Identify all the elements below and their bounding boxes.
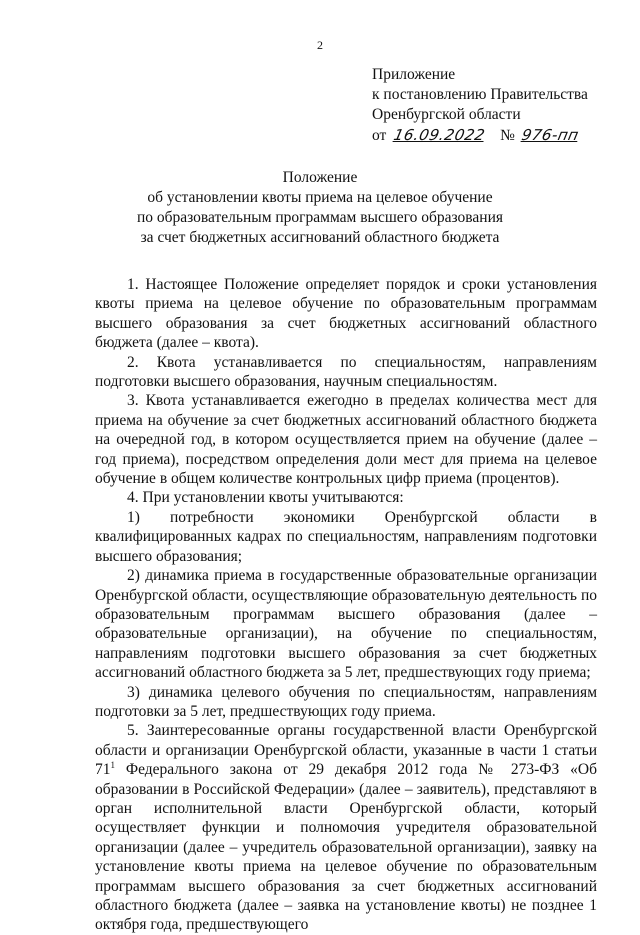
appendix-region: Оренбургской области bbox=[372, 106, 521, 123]
subpoint-4-3: 3) динамика целевого обучения по специальностям, направлениям подготовки за 5 лет, предшествующих году приема. bbox=[95, 683, 597, 720]
appendix-title: Приложение bbox=[372, 66, 456, 83]
appendix-reference: к постановлению Правительства bbox=[372, 86, 588, 103]
paragraph-4: 4. При установлении квоты учитываются: bbox=[127, 489, 404, 507]
document-title bbox=[60, 168, 580, 248]
article-superscript: 1 bbox=[110, 760, 115, 770]
title-line-1: Положение bbox=[282, 169, 358, 186]
paragraph-5-start: 5. Заинтересованные органы государственной власти Оренбургской области и организации Оренбургской области, указанные в части 1 статьи 71 bbox=[95, 722, 597, 779]
paragraph-1: 1. Настоящее Положение определяет порядок и сроки установления квоты приема на целевое обучение по образовательным программам высшего образования за счет бюджетных ассигнований областного бюджета (далее – квота). bbox=[95, 276, 597, 352]
subpoint-4-2: 2) динамика приема в государственные образовательные организации Оренбургской области, осуществляющие образовательную деятельность по образовательным программам высшего образования (далее – образовательные организации), на обучение по специальностям, направлениям подготовки высшего образования за счет бюджетных ассигнований областного бюджета за 5 лет, предшествующих году приема; bbox=[95, 567, 597, 682]
appendix-date-number bbox=[372, 125, 588, 146]
paragraph-2: 2. Квота устанавливается по специальностям, направлениям подготовки высшего образования, научным специальностям. bbox=[95, 353, 597, 391]
title-line-2: об установлении квоты приема на целевое обучение bbox=[147, 189, 493, 206]
number-sign: № bbox=[500, 127, 515, 144]
page-number: 2 bbox=[317, 38, 323, 52]
handwritten-number: 976-пп bbox=[519, 126, 581, 144]
appendix-block bbox=[372, 65, 588, 146]
title-line-3: по образовательным программам высшего образования bbox=[136, 209, 504, 226]
paragraph-5 bbox=[95, 721, 597, 934]
paragraph-5-rest: Федерального закона от 29 декабря 2012 года № 273-ФЗ «Об образовании в Российской Федерации» (далее – заявитель), представляют в орган исполнительной власти Оренбургской области, который осуществляет функции и полномочия учредителя образовательной организации (далее – учредитель образовательной организации), заявку на установление квоты приема на целевое обучение по образовательным программам высшего образования за счет бюджетных ассигнований областного бюджета (далее – заявка на установление квоты) не позднее 1 октября года, предшествующего bbox=[95, 761, 597, 934]
appendix-date-prefix: от bbox=[372, 127, 387, 144]
title-line-4: за счет бюджетных ассигнований областного бюджета bbox=[140, 229, 500, 246]
subpoint-4-1: 1) потребности экономики Оренбургской области в квалифицированных кадрах по специальностям, направлениям подготовки высшего образования; bbox=[95, 508, 597, 565]
document-body bbox=[95, 275, 597, 935]
paragraph-3: 3. Квота устанавливается ежегодно в пределах количества мест для приема на обучение за счет бюджетных ассигнований областного бюджета на очередной год, в котором осуществляется прием на обучение (далее – год приема), посредством определения доли мест для приема на целевое обучение в общем количестве контрольных цифр приема (процентов). bbox=[95, 392, 597, 488]
handwritten-date: 16.09.2022 bbox=[392, 126, 488, 144]
